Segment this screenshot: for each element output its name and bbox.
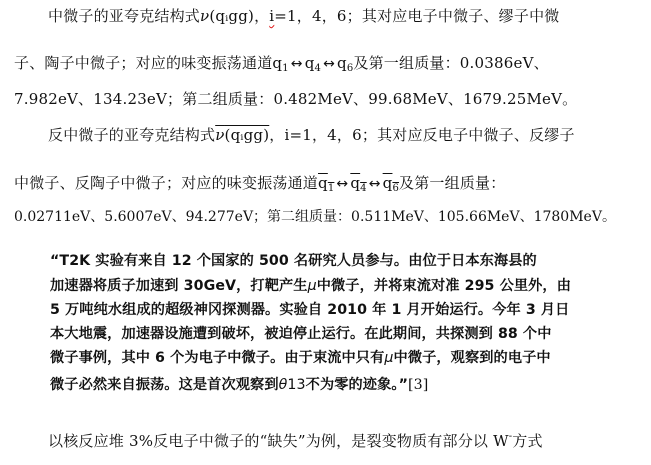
quote-line4: 本大地震，加速器设施遭到破坏，被迫停止运行。在此期间，共探测到 88 个中 (50, 326, 552, 342)
q1-bar: $q_1$ (318, 174, 335, 194)
para2-line2 (14, 173, 505, 199)
q6: $q_6$ (337, 54, 354, 74)
quote-line5: 微子事例，其中 6 个为电子中微子。由于束流中只有μ中微子，观察到的电子中 (50, 350, 551, 366)
para1-line3: 7.982eV、134.23eV；第二组质量：0.482MeV、99.68MeV、1679.25MeV。 (14, 90, 578, 108)
quark-structure: (qᵢgg) (209, 7, 255, 25)
para1-line2-prefix: 子、陶子中微子；对应的味变振荡通道 (14, 54, 273, 72)
double-arrow-icon: ↔ (336, 176, 349, 192)
theta-subscript: 13 (287, 377, 306, 393)
para1-line1: 中微子的亚夸克结构式ν(qᵢgg)，i=1，4，6；其对应电子中微子、缪子中微 (48, 7, 560, 25)
para1-line2-suffix: 及第一组质量：0.0386eV、 (353, 54, 549, 72)
quote-line2: 加速器将质子加速到 30GeV，打靶产生μ中微子，并将束流对准 295 公里外，由 (50, 278, 572, 294)
q1: $q_1$ (272, 54, 289, 74)
q6-bar: $q_6$ (382, 174, 400, 194)
para2-line1: 反中微子的亚夸克结构式$\overline{\nu}(qᵢgg)$，i=1，4，6；其对应反电子中微子、反缪子 (48, 126, 575, 144)
i-values: =1，4，6；其对应反电子中微子、反缪子 (289, 126, 575, 144)
i-values: =1，4，6；其对应电子中微子、缪子中微 (274, 7, 560, 25)
q4-bar: $q_4$ (350, 174, 367, 194)
quote-line3: 5 万吨纯水组成的超级神冈探测器。实验自 2010 年 1 月开始运行。今年 3 月日 (50, 302, 570, 318)
mu-symbol: μ (384, 350, 394, 366)
para1-prefix: 中微子的亚夸克结构式 (48, 7, 201, 25)
citation: [3] (408, 377, 429, 393)
i-label: i (284, 126, 290, 144)
para2-prefix: 反中微子的亚夸克结构式 (48, 126, 216, 144)
para2-line2-suffix: 及第一组质量： (399, 174, 506, 192)
nu-bar-symbol: $\overline{\nu}$ (215, 126, 225, 144)
w-superscript: - (508, 431, 513, 442)
para2-line3: 0.02711eV、5.6007eV、94.277eV；第二组质量：0.511MeV、105.66MeV、1780MeV。 (14, 209, 616, 225)
para3-line1: 以核反应堆 3%反电子中微子的“缺失”为例，是裂变物质有部分以 W-方式 (48, 431, 543, 450)
nu-symbol: ν (200, 7, 210, 25)
antiquark-structure: (qᵢgg) (224, 126, 270, 144)
mu-symbol: μ (307, 278, 317, 294)
i-label: i (269, 7, 275, 25)
double-arrow-icon: ↔ (290, 56, 303, 72)
quote-line1: “T2K 实验有来自 12 个国家的 500 名研究人员参与。由位于日本东海县的 (50, 253, 537, 269)
quote-line6: 微子必然来自振荡。这是首次观察到θ13不为零的迹象。”[3] (50, 377, 429, 393)
theta-symbol: θ (278, 377, 288, 393)
q4: $q_4$ (304, 54, 322, 74)
para1-line2 (14, 53, 549, 79)
para2-line2-prefix: 中微子、反陶子中微子；对应的味变振荡通道 (14, 174, 319, 192)
double-arrow-icon: ↔ (323, 56, 336, 72)
double-arrow-icon: ↔ (368, 176, 381, 192)
